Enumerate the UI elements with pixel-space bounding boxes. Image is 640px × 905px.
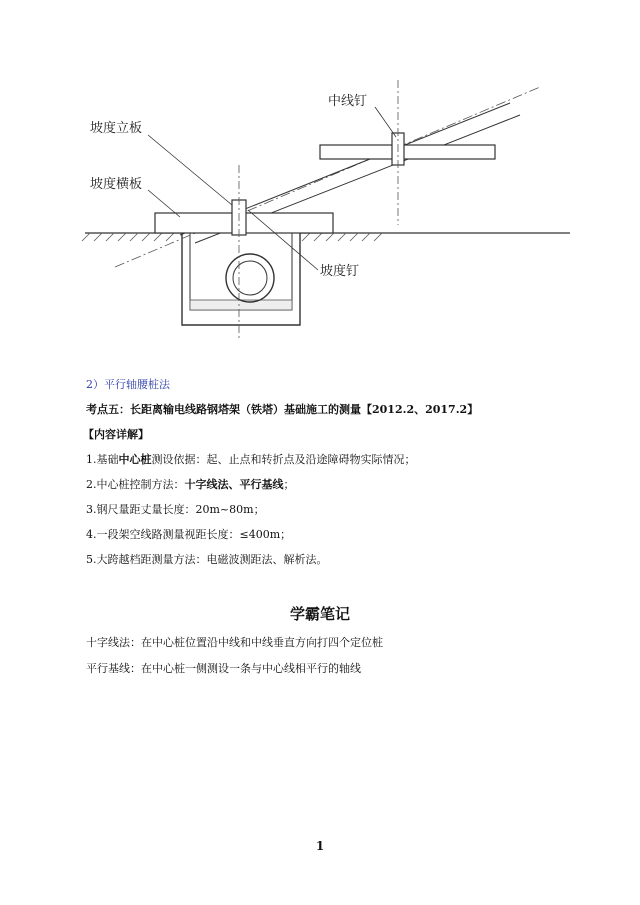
ground-hatch-right [302,233,382,241]
upper-horizontal-board [320,145,495,159]
note-line: 十字线法：在中心桩位置沿中线和中线垂直方向打四个定位桩 [86,636,383,649]
item-text: 1.基础 [86,453,119,466]
item-text-end: ； [283,478,295,491]
label-slope-vertical-board: 坡度立板 [90,121,143,136]
item-emphasis: 十字线法、平行基线 [184,478,284,491]
label-center-line-nail: 中线钉 [328,94,368,109]
item-text: 3.钢尺量距丈量长度：20m~80m； [86,503,265,516]
page-number: 1 [315,839,325,853]
list-item [86,526,291,542]
diagram-svg [70,75,570,345]
subsection-heading: 2）平行轴腰桩法 [86,378,170,391]
list-item [86,551,328,567]
trench-inner [190,233,292,310]
item-text: 4.一段架空线路测量视距长度：≤400m； [86,528,292,541]
list-item [86,476,295,492]
content-detail-heading: 【内容详解】 [83,428,149,441]
ground-hatch-left [82,233,174,241]
key-point-heading: 考点五：长距离输电线路钢塔架（铁塔）基础施工的测量【2012.2、2017.2】 [86,403,479,416]
item-text-end: 测设依据：起、止点和转折点及沿途障碍物实际情况； [151,453,416,466]
leader-center-nail [375,107,396,137]
list-item [86,501,265,517]
label-slope-horizontal-board: 坡度横板 [90,177,143,192]
note-line: 平行基线：在中心桩一侧测设一条与中心线相平行的轴线 [86,662,361,675]
item-emphasis: 中心桩 [118,453,152,466]
list-item [86,451,416,467]
pipe-inner [233,261,267,295]
item-text: 5.大跨越档距测量方法：电磁波测距法、解析法。 [86,553,328,566]
slope-board-diagram [70,75,570,345]
item-text: 2.中心桩控制方法： [86,478,185,491]
bedding-layer [190,300,292,310]
label-slope-nail: 坡度钉 [320,264,360,279]
notes-title: 学霸笔记 [289,605,350,623]
trench-outline [182,233,300,325]
leader-vertical-board [148,135,232,205]
